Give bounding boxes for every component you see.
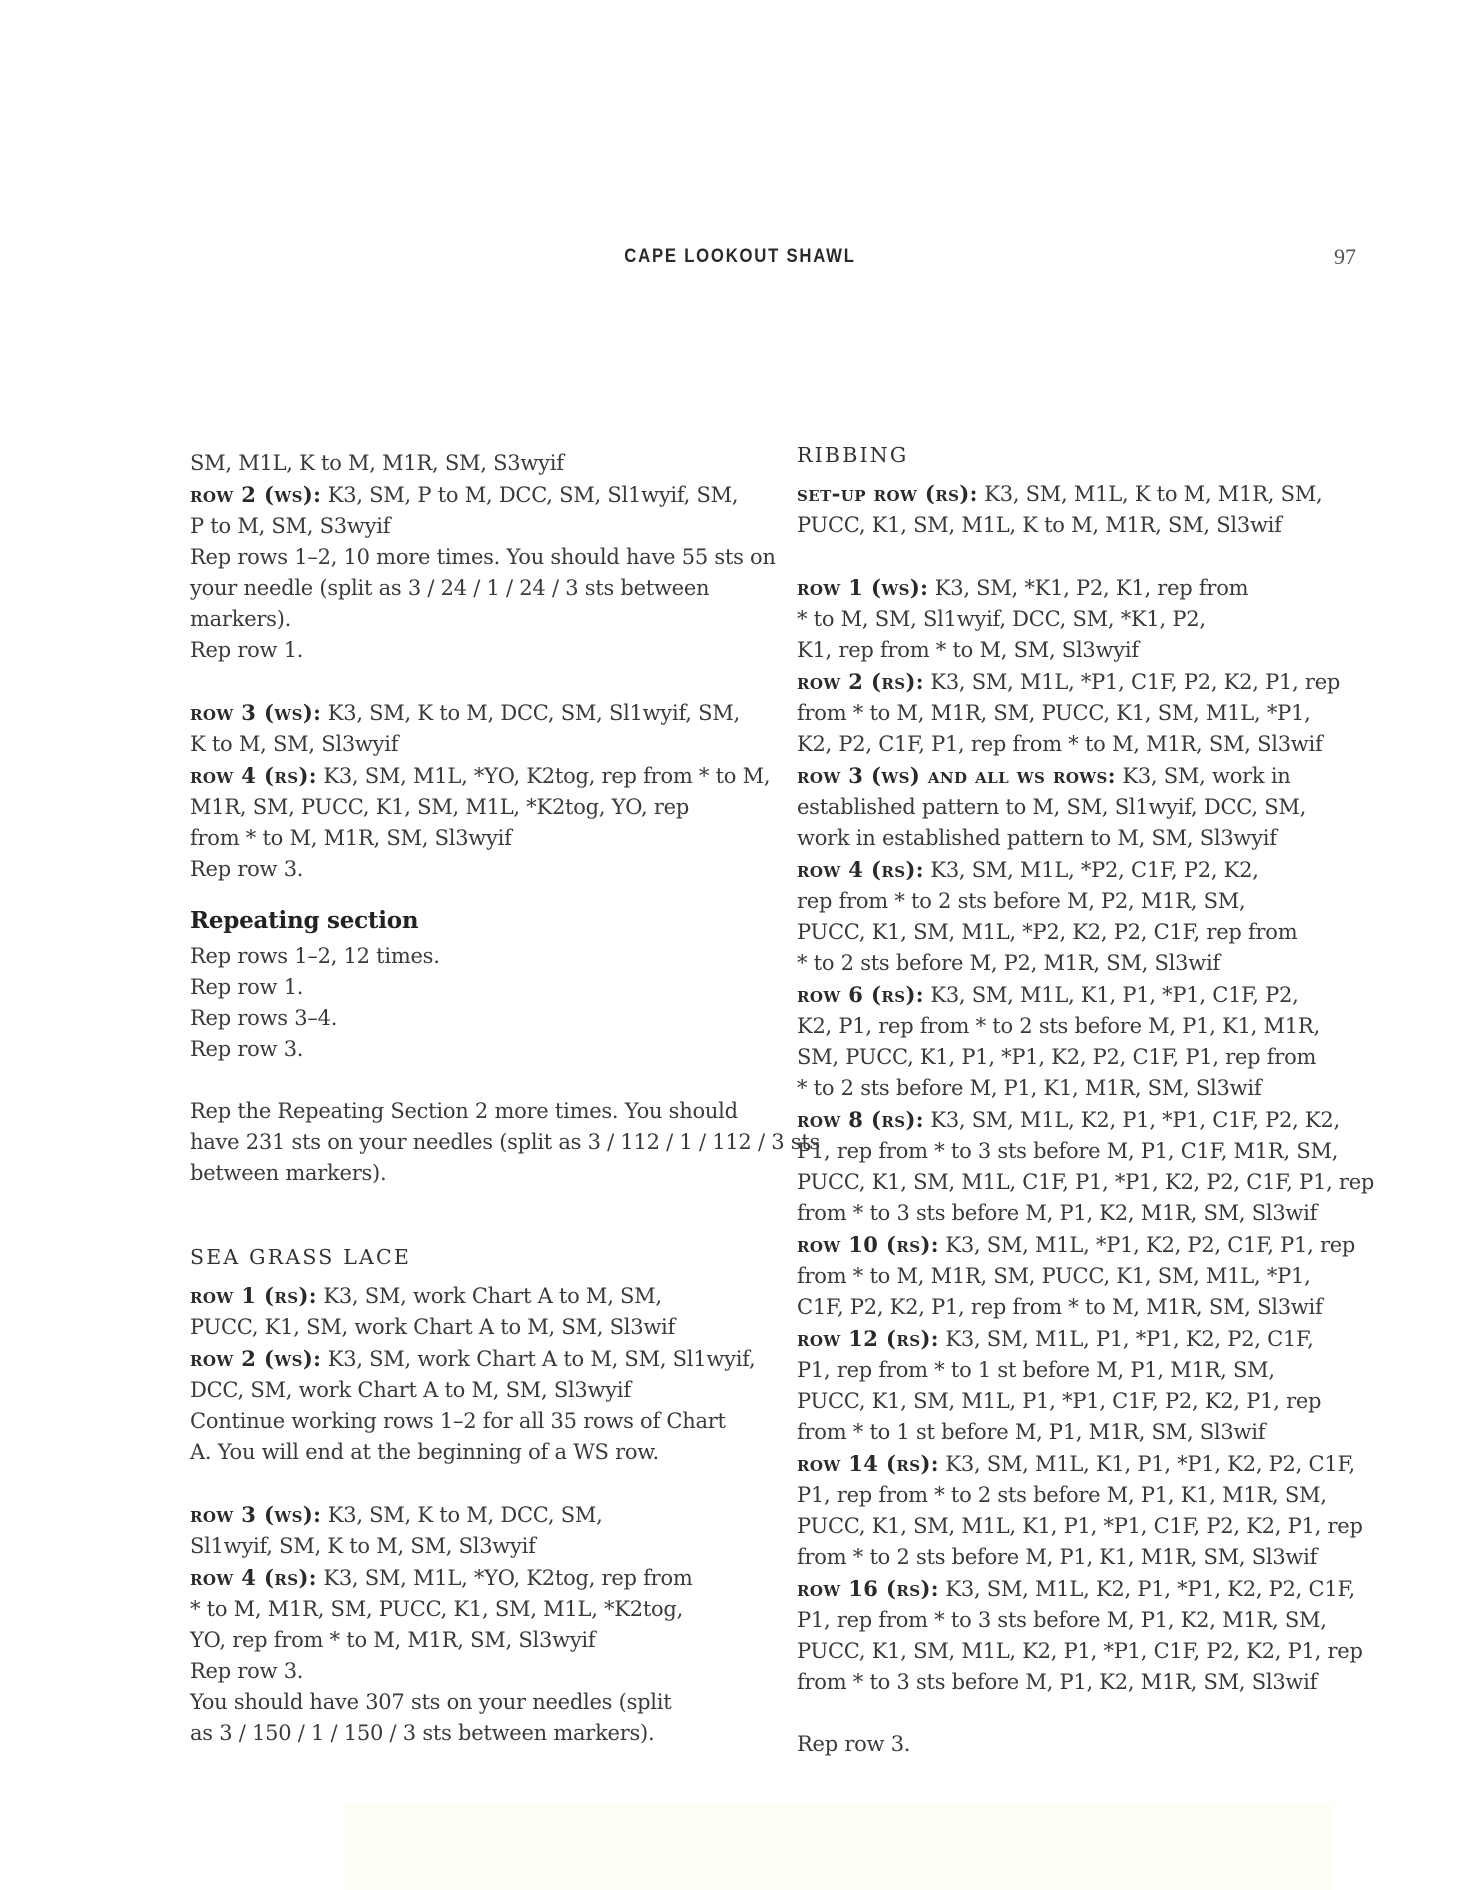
text-line: between markers). xyxy=(190,1161,387,1185)
text-line: from * to M, M1R, SM, PUCC, K1, SM, M1L, *P1, xyxy=(797,701,1311,725)
row-label: row 1 (rs): xyxy=(190,1283,317,1308)
pattern-row xyxy=(190,479,762,511)
text-line: PUCC, K1, SM, M1L, K2, P1, *P1, C1F, P2, K2, P1, rep xyxy=(797,1639,1363,1663)
text-line: Sl1wyif, SM, K to M, SM, Sl3wyif xyxy=(190,1534,536,1558)
row-label: row 2 (rs): xyxy=(797,669,924,694)
repeating-section-heading: Repeating section xyxy=(190,907,419,934)
row-label: row 2 (ws): xyxy=(190,482,322,507)
row-label: row 3 (ws) and all ws rows: xyxy=(797,763,1116,788)
text-line: from * to 1 st before M, P1, M1R, SM, Sl3wif xyxy=(797,1420,1266,1444)
row-instruction: K3, SM, M1L, *P1, K2, P2, C1F, P1, rep xyxy=(945,1233,1356,1257)
row-instruction: K3, SM, M1L, *YO, K2tog, rep from xyxy=(323,1566,693,1590)
text-line: PUCC, K1, SM, work Chart A to M, SM, Sl3wif xyxy=(190,1315,676,1339)
pattern-row xyxy=(797,478,1337,510)
text-line: Rep rows 3–4. xyxy=(190,1006,338,1030)
text-line: You should have 307 sts on your needles (split xyxy=(190,1690,672,1714)
pattern-row xyxy=(190,760,771,792)
text-line: Rep row 3. xyxy=(797,1732,911,1756)
text-line: P1, rep from * to 2 sts before M, P1, K1, M1R, SM, xyxy=(797,1483,1327,1507)
text-line: K to M, SM, Sl3wyif xyxy=(190,732,399,756)
row-instruction: K3, SM, K to M, DCC, SM, Sl1wyif, SM, xyxy=(327,701,740,725)
row-instruction: K3, SM, M1L, K2, P1, *P1, C1F, P2, K2, xyxy=(930,1108,1340,1132)
text-line: markers). xyxy=(190,607,292,631)
right-column xyxy=(797,440,1375,1760)
text-line: have 231 sts on your needles (split as 3 / 112 / 1 / 112 / 3 sts xyxy=(190,1130,820,1154)
text-line: PUCC, K1, SM, M1L, *P2, K2, P2, C1F, rep from xyxy=(797,920,1298,944)
row-instruction: K3, SM, M1L, K1, P1, *P1, C1F, P2, xyxy=(930,983,1299,1007)
row-label: row 2 (ws): xyxy=(190,1346,322,1371)
text-line: C1F, P2, K2, P1, rep from * to M, M1R, SM, Sl3wif xyxy=(797,1295,1323,1319)
text-line: from * to M, M1R, SM, Sl3wyif xyxy=(190,826,512,850)
pattern-row xyxy=(797,1323,1337,1355)
text-line: * to 2 sts before M, P2, M1R, SM, Sl3wif xyxy=(797,951,1220,975)
pattern-row xyxy=(797,1573,1355,1605)
row-label: row 4 (rs): xyxy=(797,857,924,882)
row-instruction: K3, SM, M1L, *YO, K2tog, rep from * to M, xyxy=(323,764,771,788)
text-line: Rep rows 1–2, 10 more times. You should have 55 sts on xyxy=(190,545,776,569)
pattern-row xyxy=(797,760,1337,792)
text-line: DCC, SM, work Chart A to M, SM, Sl3wyif xyxy=(190,1378,631,1402)
text-line: M1R, SM, PUCC, K1, SM, M1L, *K2tog, YO, rep xyxy=(190,795,690,819)
text-line: PUCC, K1, SM, M1L, P1, *P1, C1F, P2, K2, P1, rep xyxy=(797,1389,1322,1413)
pattern-row xyxy=(190,1343,762,1375)
text-line: work in established pattern to M, SM, Sl3wyif xyxy=(797,826,1277,850)
text-line: * to M, SM, Sl1wyif, DCC, SM, *K1, P2, xyxy=(797,607,1206,631)
text-line: K1, rep from * to M, SM, Sl3wyif xyxy=(797,638,1139,662)
text-line: Rep row 1. xyxy=(190,638,304,662)
pattern-row xyxy=(190,1280,762,1312)
row-label: row 10 (rs): xyxy=(797,1232,939,1257)
bottom-tint-band xyxy=(343,1804,1333,1890)
text-line: Rep row 1. xyxy=(190,975,304,999)
text-line: PUCC, K1, SM, M1L, K to M, M1R, SM, Sl3wif xyxy=(797,513,1282,537)
ribbing-heading: RIBBING xyxy=(797,443,909,467)
row-instruction: K3, SM, M1L, *P1, C1F, P2, K2, P1, rep xyxy=(930,670,1341,694)
row-label: row 4 (rs): xyxy=(190,763,317,788)
row-label: row 8 (rs): xyxy=(797,1107,924,1132)
row-instruction: K3, SM, K to M, DCC, SM, xyxy=(327,1503,603,1527)
pattern-row xyxy=(797,1104,1340,1136)
text-line: SM, M1L, K to M, M1R, SM, S3wyif xyxy=(190,451,564,475)
text-line: P1, rep from * to 3 sts before M, P1, C1F, M1R, SM, xyxy=(797,1139,1339,1163)
text-line: from * to 3 sts before M, P1, K2, M1R, SM, Sl3wif xyxy=(797,1201,1318,1225)
text-line: P1, rep from * to 1 st before M, P1, M1R, SM, xyxy=(797,1358,1275,1382)
text-line: K2, P2, C1F, P1, rep from * to M, M1R, SM, Sl3wif xyxy=(797,732,1323,756)
text-line: PUCC, K1, SM, M1L, K1, P1, *P1, C1F, P2, K2, P1, rep xyxy=(797,1514,1363,1538)
pattern-row xyxy=(797,1448,1355,1480)
text-line: from * to M, M1R, SM, PUCC, K1, SM, M1L, *P1, xyxy=(797,1264,1311,1288)
text-line: P1, rep from * to 3 sts before M, P1, K2, M1R, SM, xyxy=(797,1608,1327,1632)
row-instruction: K3, SM, M1L, K1, P1, *P1, K2, P2, C1F, xyxy=(945,1452,1355,1476)
pattern-row xyxy=(797,666,1341,698)
pattern-row xyxy=(797,572,1337,604)
text-line: rep from * to 2 sts before M, P2, M1R, SM, xyxy=(797,889,1246,913)
row-instruction: K3, SM, work in xyxy=(1122,764,1291,788)
text-line: A. You will end at the beginning of a WS row. xyxy=(190,1440,659,1464)
row-label: row 1 (ws): xyxy=(797,575,929,600)
row-label: row 6 (rs): xyxy=(797,982,924,1007)
text-line: P to M, SM, S3wyif xyxy=(190,514,391,538)
text-line: PUCC, K1, SM, M1L, C1F, P1, *P1, K2, P2, C1F, P1, rep xyxy=(797,1170,1375,1194)
row-label: row 4 (rs): xyxy=(190,1565,317,1590)
pattern-row xyxy=(797,854,1337,886)
text-line: from * to 3 sts before M, P1, K2, M1R, SM, Sl3wif xyxy=(797,1670,1318,1694)
text-line: Rep the Repeating Section 2 more times. You should xyxy=(190,1099,738,1123)
text-line: * to 2 sts before M, P1, K1, M1R, SM, Sl3wif xyxy=(797,1076,1262,1100)
text-line: established pattern to M, SM, Sl1wyif, DCC, SM, xyxy=(797,795,1307,819)
row-label: row 3 (ws): xyxy=(190,700,322,725)
text-line: Continue working rows 1–2 for all 35 rows of Chart xyxy=(190,1409,726,1433)
row-instruction: K3, SM, M1L, K2, P1, *P1, K2, P2, C1F, xyxy=(945,1577,1355,1601)
text-line: Rep row 3. xyxy=(190,857,304,881)
left-column xyxy=(190,448,820,1749)
row-instruction: K3, SM, M1L, P1, *P1, K2, P2, C1F, xyxy=(945,1327,1314,1351)
row-label: row 14 (rs): xyxy=(797,1451,939,1476)
row-label: row 3 (ws): xyxy=(190,1502,322,1527)
pattern-row xyxy=(190,1562,762,1594)
running-header-title: CAPE LOOKOUT SHAWL xyxy=(624,246,856,267)
row-instruction: K3, SM, P to M, DCC, SM, Sl1wyif, SM, xyxy=(327,483,739,507)
text-line: * to M, M1R, SM, PUCC, K1, SM, M1L, *K2tog, xyxy=(190,1597,684,1621)
text-line: Rep rows 1–2, 12 times. xyxy=(190,944,440,968)
text-line: K2, P1, rep from * to 2 sts before M, P1, K1, M1R, xyxy=(797,1014,1320,1038)
page-number: 97 xyxy=(1334,244,1356,269)
text-line: SM, PUCC, K1, P1, *P1, K2, P2, C1F, P1, rep from xyxy=(797,1045,1317,1069)
text-line: Rep row 3. xyxy=(190,1659,304,1683)
row-instruction: K3, SM, work Chart A to M, SM, Sl1wyif, xyxy=(327,1347,756,1371)
row-instruction: K3, SM, M1L, *P2, C1F, P2, K2, xyxy=(930,858,1259,882)
row-instruction: K3, SM, M1L, K to M, M1R, SM, xyxy=(984,482,1323,506)
row-label: set-up row (rs): xyxy=(797,481,978,506)
pattern-row xyxy=(797,1229,1356,1261)
row-label: row 12 (rs): xyxy=(797,1326,939,1351)
pattern-row xyxy=(190,697,762,729)
sea-grass-lace-heading: SEA GRASS LACE xyxy=(190,1245,412,1269)
text-line: as 3 / 150 / 1 / 150 / 3 sts between markers). xyxy=(190,1721,655,1745)
row-instruction: K3, SM, *K1, P2, K1, rep from xyxy=(934,576,1249,600)
pattern-row xyxy=(797,979,1337,1011)
text-line: YO, rep from * to M, M1R, SM, Sl3wyif xyxy=(190,1628,596,1652)
text-line: from * to 2 sts before M, P1, K1, M1R, SM, Sl3wif xyxy=(797,1545,1318,1569)
pattern-row xyxy=(190,1499,762,1531)
text-line: your needle (split as 3 / 24 / 1 / 24 / 3 sts between xyxy=(190,576,710,600)
text-line: Rep row 3. xyxy=(190,1037,304,1061)
row-instruction: K3, SM, work Chart A to M, SM, xyxy=(323,1284,662,1308)
row-label: row 16 (rs): xyxy=(797,1576,939,1601)
